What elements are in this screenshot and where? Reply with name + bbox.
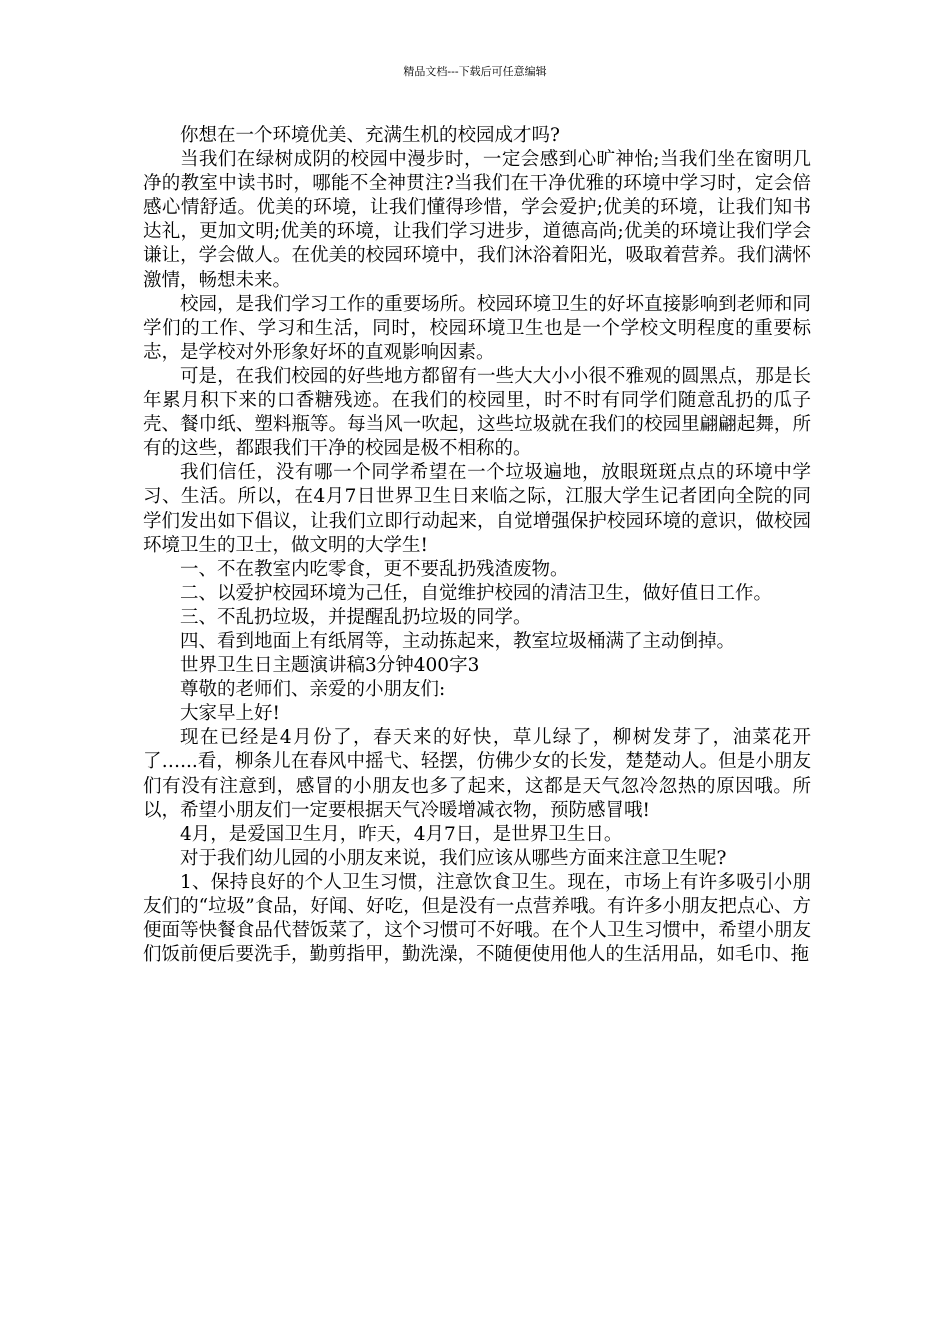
paragraph: 你想在一个环境优美、充满生机的校园成才吗?	[180, 125, 560, 146]
paragraph: 1、保持良好的个人卫生习惯，注意饮食卫生。现在，市场上有许多吸引小朋友们的“垃圾”食品，好闻、好吃，但是没有一点营养哦。有许多小朋友把点心、方便面等快餐食品代替饭菜了，这个习惯可不好哦。在个人卫生习惯中，希望小朋友们饭前便后要洗手，勤剪指甲，勤洗澡，不随便使用他人的生活用品，如毛巾、拖	[143, 871, 811, 966]
list-item: 四、看到地面上有纸屑等，主动拣起来，教室垃圾桶满了主动倒掉。	[180, 630, 736, 652]
greeting: 大家早上好!	[180, 703, 280, 725]
salutation: 尊敬的老师们、亲爱的小朋友们:	[180, 679, 446, 701]
paragraph: 对于我们幼儿园的小朋友来说，我们应该从哪些方面来注意卫生呢?	[180, 847, 727, 869]
paragraph: 当我们在绿树成阴的校园中漫步时，一定会感到心旷神怡;当我们坐在窗明几净的教室中读书时，哪能不全神贯注?当我们在干净优雅的环境中学习时，定会倍感心情舒适。优美的环境，让我们懂得珍惜，学会爱护;优美的环境，让我们知书达礼，更加文明;优美的环境，让我们学习进步，道德高尚;优美的环境让我们学会谦让，学会做人。在优美的校园环境中，我们沐浴着阳光，吸取着营养。我们满怀激情，畅想未来。	[143, 149, 811, 291]
list-item: 三、不乱扔垃圾，并提醒乱扔垃圾的同学。	[180, 606, 532, 628]
section-title: 世界卫生日主题演讲稿3分钟400字3	[180, 655, 480, 677]
paragraph: 我们信任，没有哪一个同学希望在一个垃圾遍地，放眼斑斑点点的环境中学习、生活。所以，在4月7日世界卫生日来临之际，江服大学生记者团向全院的同学们发出如下倡议，让我们立即行动起来，自觉增强保护校园环境的意识，做校园环境卫生的卫士，做文明的大学生!	[143, 462, 811, 556]
list-item: 一、不在教室内吃零食，更不要乱扔残渣废物。	[180, 558, 569, 580]
paragraph: 可是，在我们校园的好些地方都留有一些大大小小很不雅观的圆黑点，那是长年累月积下来的口香糖残迹。在我们的校园里，时不时有同学们随意乱扔的瓜子壳、餐巾纸、塑料瓶等。每当风一吹起，这些垃圾就在我们的校园里翩翩起舞，所有的这些，都跟我们干净的校园是极不相称的。	[143, 365, 811, 460]
list-item: 二、以爱护校园环境为己任，自觉维护校园的清洁卫生，做好值日工作。	[180, 582, 773, 604]
paragraph: 现在已经是4月份了，春天来的好快，草儿绿了，柳树发芽了，油菜花开了…...看，柳条儿在春风中摇弋、轻摆，仿佛少女的长发，楚楚动人。但是小朋友们有没有注意到，感冒的小朋友也多了起来，这都是天气忽冷忽热的原因哦。所以，希望小朋友们一定要根据天气冷暖增减衣物，预防感冒哦!	[143, 727, 811, 821]
page-header: 精品文档---下载后可任意编辑	[403, 65, 547, 78]
paragraph: 校园，是我们学习工作的重要场所。校园环境卫生的好坏直接影响到老师和同学们的工作、学习和生活，同时，校园环境卫生也是一个学校文明程度的重要标志，是学校对外形象好坏的直观影响因素。	[143, 293, 811, 363]
document-body	[143, 124, 811, 967]
paragraph: 4月，是爱国卫生月，昨天，4月7日，是世界卫生日。	[180, 823, 623, 845]
